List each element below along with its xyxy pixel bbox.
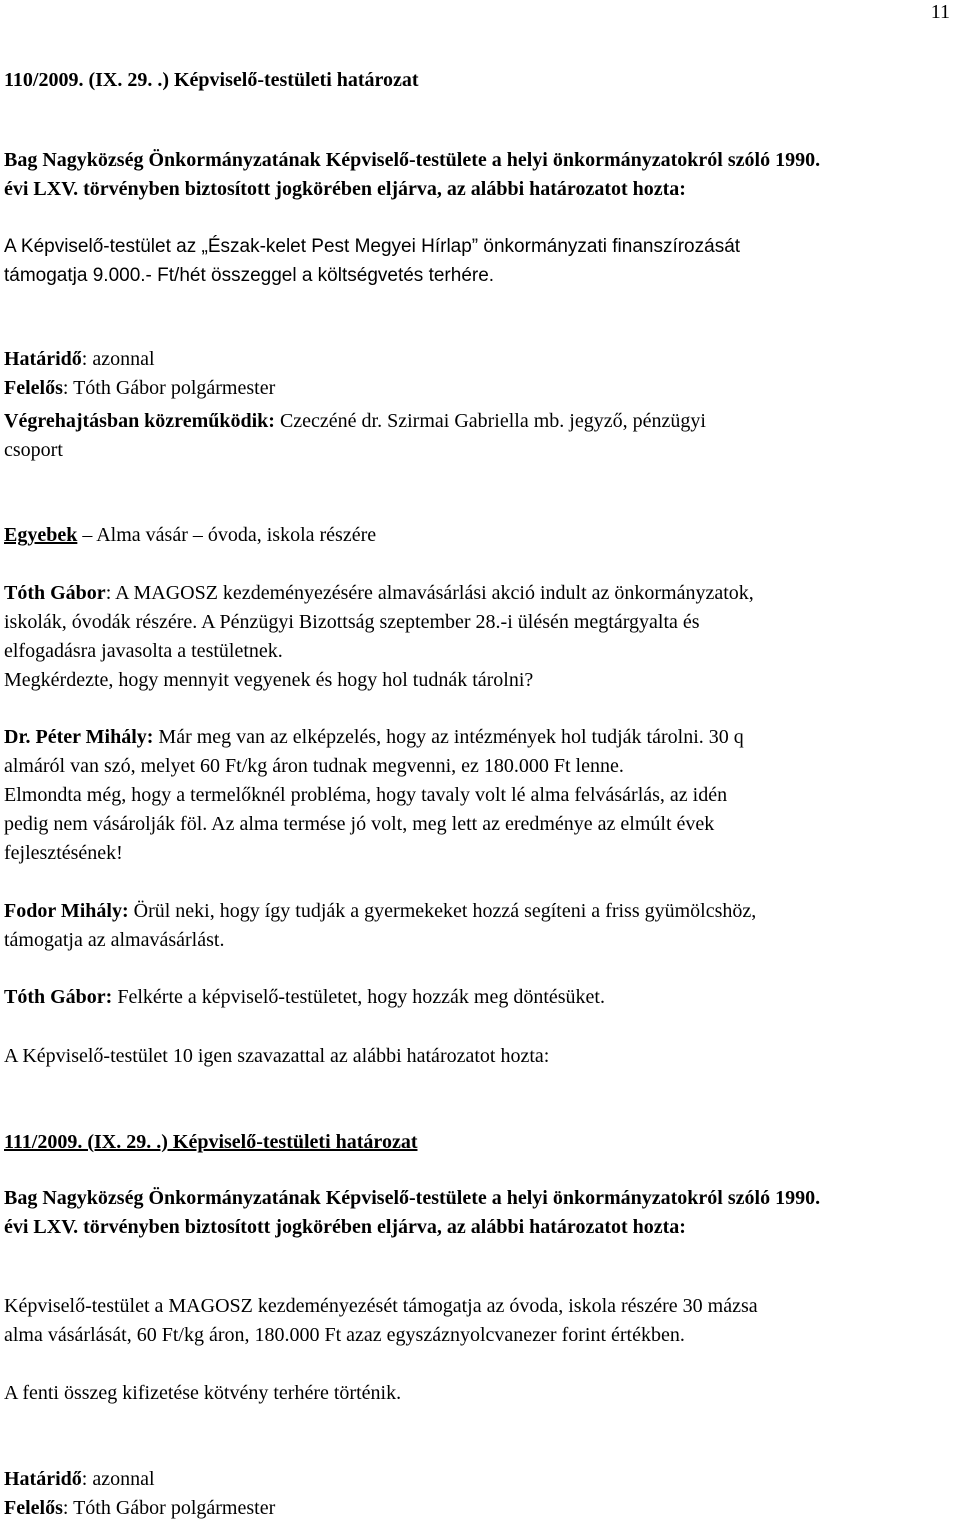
resolution-2-body [4,1292,956,1350]
resolution-1-responsible [4,374,956,403]
resolution-1-intro [4,146,956,204]
misc-paragraph-2: Dr. Péter Mihály: Már meg van az elképzelés, hogy az intézmények hol tudják tárolni. 30 q almáról van szó, melyet 60 Ft/kg áron tudnak megvenni, ez 180.000 Ft lenne. Elmondta még, hogy a termelőknél probléma, hogy tavaly volt lé alma felvásárlás, az idén pedig nem vásárolják föl. Az alma termése jó volt, meg lett az eredménye az elmúlt évek fejlesztésének! [4,726,744,864]
resolution-1-body [4,232,956,290]
resolution-1-executor [4,407,956,465]
speaker-toth-gabor: Tóth Gábor [4,582,106,604]
speaker-toth-gabor-2: Tóth Gábor: [4,986,113,1008]
resolution-2-payment: A fenti összeg kifizetése kötvény terhére történik. [4,1382,402,1404]
misc-heading [4,521,956,550]
misc-heading-label: Egyebek [4,524,78,546]
executor-value-line-2: csoport [4,439,63,461]
speaker-fodor-mihaly: Fodor Mihály: [4,900,129,922]
responsible-label-2: Felelős [4,1497,63,1519]
deadline-label-2: Határidő [4,1468,82,1490]
resolution-1-body-line-1: A Képviselő-testület az „Észak-kelet Pest Megyei Hírlap” önkormányzati finanszírozását [4,236,741,257]
resolution-2-intro-line-2: évi LXV. törvényben biztosított jogkörében eljárva, az alábbi határozatot hozta: [4,1216,686,1238]
resolution-1-deadline [4,345,956,374]
resolution-2-deadline [4,1465,956,1494]
resolution-1-body-line-2: támogatja 9.000.- Ft/hét összeggel a költségvetés terhére. [4,265,495,286]
deadline-value: : azonnal [81,348,155,370]
vote-statement: A Képviselő-testület 10 igen szavazattal az alábbi határozatot hozta: [4,1045,550,1067]
resolution-2-body-line-2: alma vásárlását, 60 Ft/kg áron, 180.000 Ft azaz egyszáznyolcvanezer forint értékben. [4,1324,685,1346]
deadline-label: Határidő [4,348,82,370]
resolution-1-intro-line-2: évi LXV. törvényben biztosított jogkörében eljárva, az alábbi határozatot hozta: [4,178,686,200]
executor-label: Végrehajtásban közreműködik: [4,410,275,432]
resolution-1-title: 110/2009. (IX. 29. .) Képviselő-testületi határozat [4,69,419,91]
speaker-peter-mihaly: Dr. Péter Mihály: [4,726,154,748]
resolution-2-body-line-1: Képviselő-testület a MAGOSZ kezdeményezését támogatja az óvoda, iskola részére 30 mázsa [4,1295,758,1317]
responsible-label: Felelős [4,377,63,399]
responsible-value-2: : Tóth Gábor polgármester [62,1497,276,1519]
misc-paragraph-1: Tóth Gábor: A MAGOSZ kezdeményezésére almavásárlási akció indult az önkormányzatok, iskolák, óvodák részére. A Pénzügyi Bizottság szeptember 28.-i ülésén megtárgyalta és elfogadásra javasolta a testületnek. Megkérdezte, hogy mennyit vegyenek és hogy hol tudnák tárolni? [4,582,754,691]
resolution-2-intro [4,1184,956,1242]
misc-paragraph-4: Tóth Gábor: Felkérte a képviselő-testületet, hogy hozzák meg döntésüket. [4,986,605,1008]
resolution-1-intro-line-1: Bag Nagyközség Önkormányzatának Képviselő-testülete a helyi önkormányzatokról szóló 1990. [4,149,821,171]
resolution-2-intro-line-1: Bag Nagyközség Önkormányzatának Képviselő-testülete a helyi önkormányzatokról szóló 1990. [4,1187,821,1209]
page-number: 11 [930,1,950,23]
misc-heading-rest: – Alma vásár – óvoda, iskola részére [77,524,377,546]
responsible-value: : Tóth Gábor polgármester [62,377,276,399]
misc-paragraph-3: Fodor Mihály: Örül neki, hogy így tudják a gyermekeket hozzá segíteni a friss gyümölcshöz, támogatja az almavásárlást. [4,900,757,951]
resolution-2-responsible [4,1494,956,1523]
resolution-2-title: 111/2009. (IX. 29. .) Képviselő-testületi határozat [4,1131,418,1153]
deadline-value-2: : azonnal [81,1468,155,1490]
executor-value: Czeczéné dr. Szirmai Gabriella mb. jegyző, pénzügyi [274,410,706,432]
